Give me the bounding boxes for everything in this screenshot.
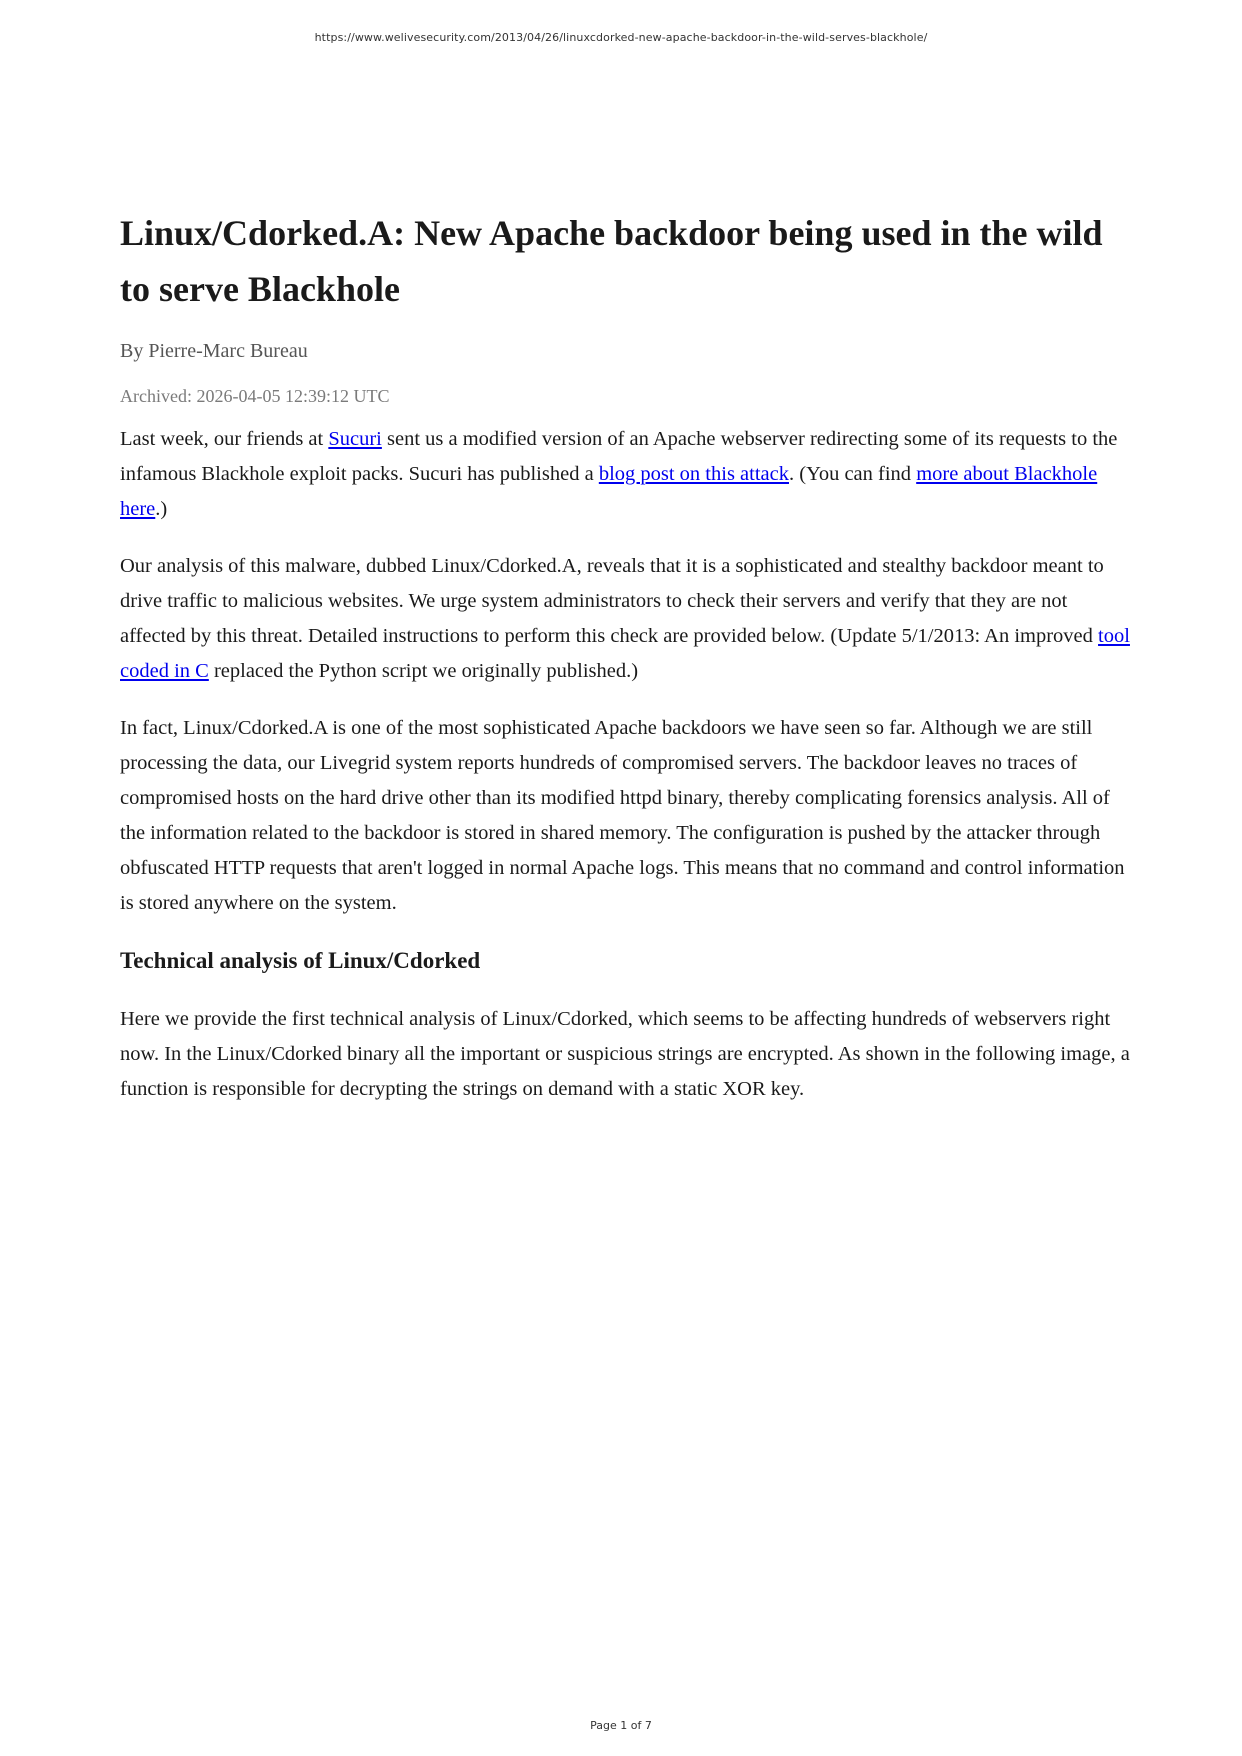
paragraph-text: sent us a modified version of an Apache webserver redirecting some of its requests to the infamous Blackhole exploit packs. Sucuri has published a xyxy=(120,428,1118,485)
paragraph-technical-intro: Here we provide the first technical analysis of Linux/Cdorked, which seems to be affecting hundreds of webservers right now. In the Linux/Cdorked binary all the important or suspicious strings are encrypted. As shown in the following image, a function is responsible for decrypting the strings on demand with a static XOR key. xyxy=(120,1008,1130,1100)
article xyxy=(120,205,1130,1107)
tool-coded-in-c-link[interactable]: tool coded in C xyxy=(120,625,1130,682)
paragraph-text: replaced the Python script we originally published.) xyxy=(208,660,639,682)
page-indicator: Page 1 of 7 xyxy=(590,1719,652,1732)
blackhole-info-link[interactable]: more about Blackhole here xyxy=(120,463,1098,520)
paragraph-analysis xyxy=(120,549,1130,689)
paragraph-text: . (You can find xyxy=(789,463,917,485)
blog-post-link[interactable]: blog post on this attack xyxy=(598,463,789,485)
paragraph-text: Our analysis of this malware, dubbed Linux/Cdorked.A, reveals that it is a sophisticated and stealthy backdoor meant to drive traffic to malicious websites. We urge system administrators to check their servers and verify that they are not affected by this threat. Detailed instructions to perform this check are provided below. (Update 5/1/2013: An improved xyxy=(120,555,1104,647)
section-heading-technical-analysis: Technical analysis of Linux/Cdorked xyxy=(120,948,481,973)
author-byline: By Pierre-Marc Bureau xyxy=(120,340,308,362)
paragraph-text: .) xyxy=(155,498,168,520)
paragraph-text: Last week, our friends at xyxy=(120,428,329,450)
article-title: Linux/Cdorked.A: New Apache backdoor being used in the wild to serve Blackhole xyxy=(120,213,1103,309)
paragraph-sophistication: In fact, Linux/Cdorked.A is one of the most sophisticated Apache backdoors we have seen so far. Although we are still processing the data, our Livegrid system reports hundreds of compromised servers. The backdoor leaves no traces of compromised hosts on the hard drive other than its modified httpd binary, thereby complicating forensics analysis. All of the information related to the backdoor is stored in shared memory. The configuration is pushed by the attacker through obfuscated HTTP requests that aren't logged in normal Apache logs. This means that no command and control information is stored anywhere on the system. xyxy=(120,717,1125,914)
paragraph-intro xyxy=(120,422,1130,527)
sucuri-link[interactable]: Sucuri xyxy=(328,428,382,450)
archived-timestamp: Archived: 2026-04-05 12:39:12 UTC xyxy=(120,386,390,406)
source-url: https://www.welivesecurity.com/2013/04/26/linuxcdorked-new-apache-backdoor-in-the-wild-serves-blackhole/ xyxy=(314,31,928,44)
